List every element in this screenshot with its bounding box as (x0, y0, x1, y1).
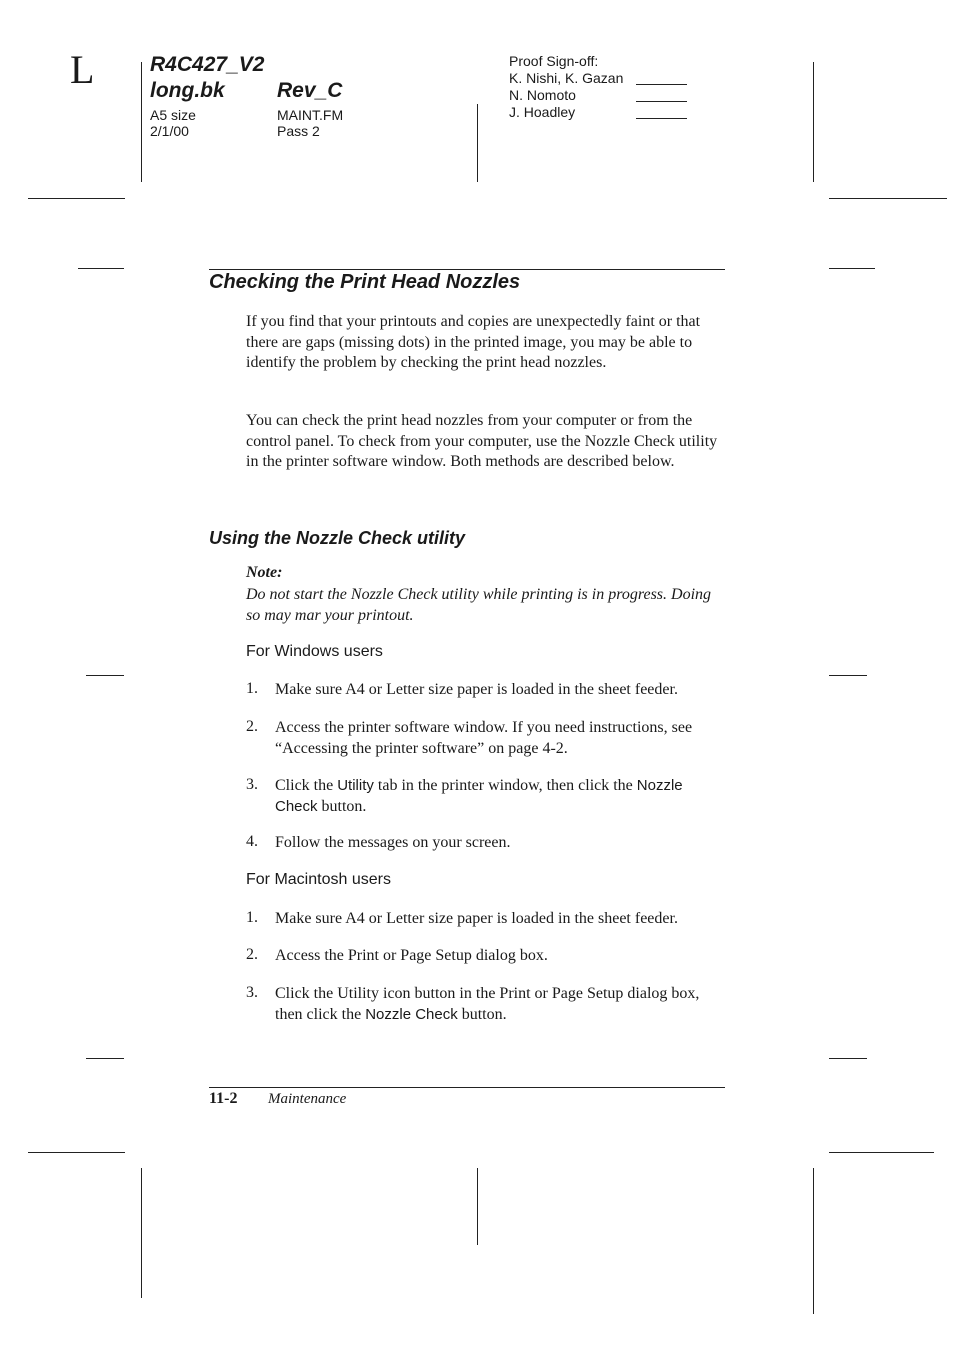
step-number: 3. (246, 776, 258, 793)
step-number: 1. (246, 909, 258, 926)
crop-mark (829, 675, 867, 676)
note-label: Note: (246, 564, 283, 581)
header-pass: Pass 2 (277, 123, 320, 139)
crop-mark (28, 198, 125, 199)
step-text-part: button. (457, 1005, 507, 1023)
windows-users-heading: For Windows users (246, 643, 383, 660)
footer-rule (209, 1087, 725, 1088)
step-text: Access the Print or Page Setup dialog box. (275, 947, 548, 964)
crop-mark (477, 1168, 478, 1245)
step-text: Make sure A4 or Letter size paper is loaded in the sheet feeder. (275, 910, 678, 927)
step-number: 2. (246, 718, 258, 735)
signature-line (636, 118, 687, 119)
header-revision: Rev_C (277, 79, 343, 102)
step-text-part: button. (317, 797, 367, 815)
signature-line (636, 101, 687, 102)
proof-signoff-name: K. Nishi, K. Gazan (509, 70, 624, 86)
crop-mark (829, 198, 947, 199)
step-text: Make sure A4 or Letter size paper is loaded in the sheet feeder. (275, 681, 678, 698)
intro-paragraph: If you find that your printouts and copies are unexpectedly faint or that there are gaps (missing dots) in the printed image, you may be able to identify the problem by checking the print head nozzles. (246, 313, 701, 371)
crop-mark (86, 1058, 124, 1059)
chapter-name: Maintenance (268, 1091, 347, 1107)
note-text: Do not start the Nozzle Check utility while printing is in progress. Doing so may mar your printout. (246, 586, 712, 624)
proof-signoff-title: Proof Sign-off: (509, 53, 599, 69)
step-text (275, 984, 725, 1025)
macintosh-users-heading: For Macintosh users (246, 871, 391, 888)
nozzle-check-button-label: Nozzle Check (275, 777, 683, 815)
corner-mark: L (70, 47, 95, 92)
step-number: 2. (246, 946, 258, 963)
header-date: 2/1/00 (150, 123, 189, 139)
crop-mark (813, 1168, 814, 1314)
crop-mark (141, 1168, 142, 1298)
step-number: 4. (246, 833, 258, 850)
crop-mark (477, 104, 478, 182)
step-text: Follow the messages on your screen. (275, 834, 511, 851)
signature-line (636, 84, 687, 85)
crop-mark (813, 62, 814, 182)
crop-mark (78, 268, 124, 269)
step-text-part: tab in the printer window, then click the (373, 777, 637, 794)
step-text-part: Click the (275, 777, 338, 794)
crop-mark (829, 268, 875, 269)
step-number: 3. (246, 984, 258, 1001)
step-text-part: Click the Utility icon button in the Print or Page Setup dialog box, then click the (275, 985, 700, 1023)
methods-paragraph: You can check the print head nozzles from your computer or from the control panel. To check from your computer, use the Nozzle Check utility in the printer software window. Both methods are described below. (246, 412, 718, 470)
step-text (275, 776, 715, 817)
section-title: Checking the Print Head Nozzles (209, 271, 521, 293)
subsection-title: Using the Nozzle Check utility (209, 528, 466, 548)
crop-mark (28, 1152, 125, 1153)
proof-signoff-name: N. Nomoto (509, 87, 576, 103)
header-title: R4C427_V2 (150, 53, 265, 76)
crop-mark (86, 675, 124, 676)
step-text: Access the printer software window. If you need instructions, see “Accessing the printer software” on page 4-2. (275, 719, 693, 757)
crop-mark (141, 62, 142, 182)
proof-signoff-name: J. Hoadley (509, 104, 576, 120)
step-number: 1. (246, 680, 258, 697)
page-number: 11-2 (209, 1090, 238, 1107)
crop-mark (829, 1058, 867, 1059)
utility-tab-label: Utility (337, 777, 374, 794)
nozzle-check-button-label: Nozzle Check (365, 1005, 458, 1023)
header-book-name: long.bk (150, 79, 225, 102)
section-rule (209, 269, 725, 270)
header-file-name: MAINT.FM (277, 107, 344, 123)
crop-mark (829, 1152, 934, 1153)
header-paper-size: A5 size (150, 107, 196, 123)
